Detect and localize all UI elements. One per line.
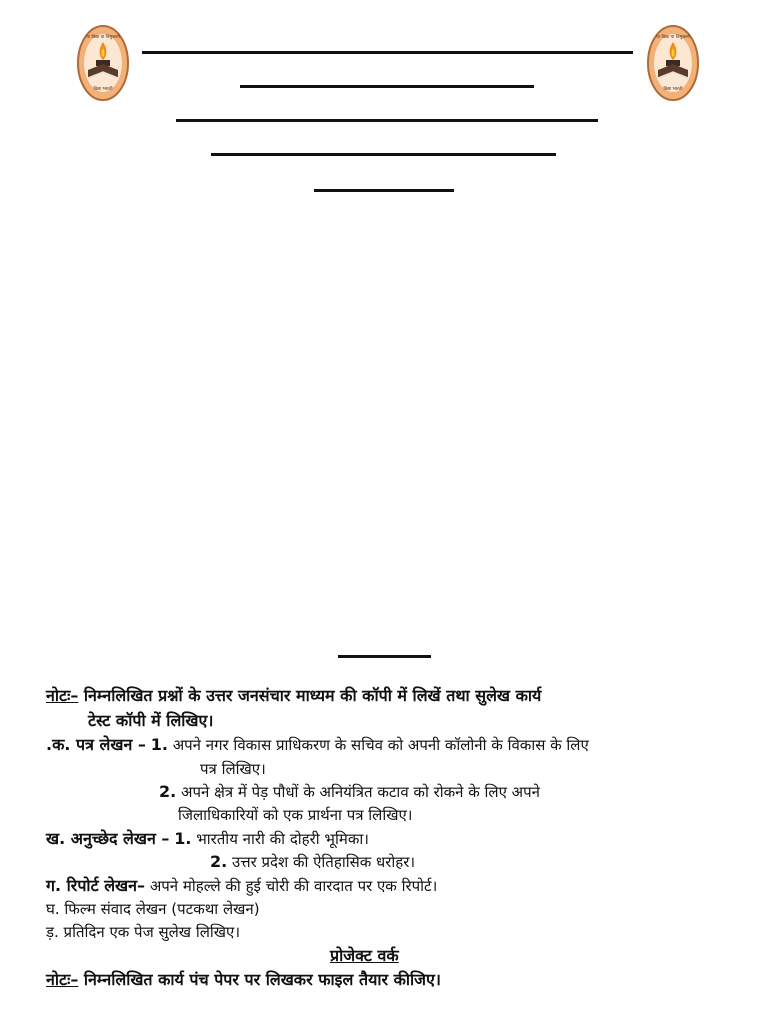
note1-label: नोटः–: [46, 686, 79, 705]
section-kha-q1-text: भारतीय नारी की दोहरी भूमिका।: [196, 830, 369, 848]
section-kha-line1: [46, 829, 369, 849]
section-ka-q2-text: अपने क्षेत्र में पेड़ पौधों के अनियंत्रित कटाव को रोकने के लिए अपने: [181, 783, 540, 801]
header-rule-2: [240, 85, 534, 88]
section-ka-line1: [46, 735, 589, 755]
section-kha-q2-number: 2.: [210, 852, 228, 871]
section-ka-q2-line2: जिलाधिकारियों को एक प्रार्थना पत्र लिखिए।: [178, 806, 413, 824]
section-divider: [338, 655, 431, 658]
note2-label: नोटः–: [46, 970, 79, 989]
section-ka-q1-number: 1.: [150, 735, 168, 754]
logo-left-bottom-text: विद्या भारती: [93, 87, 113, 92]
section-ga-text: अपने मोहल्ले की हुई चोरी की वारदात पर एक रिपोर्ट।: [149, 877, 438, 895]
note1-text-line2: टेस्ट कॉपी में लिखिए।: [88, 711, 214, 730]
section-nga-line: ड़. प्रतिदिन एक पेज सुलेख लिखिए।: [46, 923, 241, 941]
header-rule-5: [314, 189, 454, 192]
section-ga-line: [46, 876, 437, 896]
header-rule-1: [142, 51, 633, 54]
section-kha-line2: [210, 852, 415, 872]
logo-right-top-text: या विद्या या विमुक्तये: [656, 35, 690, 40]
section-ka-heading: .क. पत्र लेखन –: [46, 735, 146, 754]
project-work-heading: प्रोजेक्ट वर्क: [330, 946, 399, 965]
section-ga-heading: ग. रिपोर्ट लेखन–: [46, 876, 146, 895]
section-gha-line: घ. फिल्म संवाद लेखन (पटकथा लेखन): [46, 900, 260, 918]
section-kha-heading: ख. अनुच्छेद लेखन –: [46, 829, 170, 848]
section-ka-q2-number: 2.: [159, 782, 177, 801]
header-rule-3: [176, 119, 598, 122]
section-ka-q1-line2: पत्र लिखिए।: [200, 760, 266, 778]
logo-right-bottom-text: विद्या भारती: [663, 87, 683, 92]
section-kha-q1-number: 1.: [174, 829, 192, 848]
section-ka-q1-text: अपने नगर विकास प्राधिकरण के सचिव को अपनी कॉलोनी के विकास के लिए: [172, 736, 589, 754]
logo-left-top-text: या विद्या या विमुक्तये: [86, 35, 120, 40]
section-kha-q2-text: उत्तर प्रदेश की ऐतिहासिक धरोहर।: [232, 853, 416, 871]
note2-text: निम्नलिखित कार्य पंच पेपर पर लिखकर फाइल तैयार कीजिए।: [83, 970, 441, 989]
school-logo-right: [646, 24, 700, 102]
note2-line: [46, 970, 441, 990]
header-rule-4: [211, 153, 556, 156]
note1-line1: [46, 686, 541, 706]
section-ka-q2-line1: [159, 782, 540, 802]
school-logo-left: [76, 24, 130, 102]
note1-text-line1: निम्नलिखित प्रश्नों के उत्तर जनसंचार माध्यम की कॉपी में लिखें तथा सुलेख कार्य: [83, 686, 542, 705]
